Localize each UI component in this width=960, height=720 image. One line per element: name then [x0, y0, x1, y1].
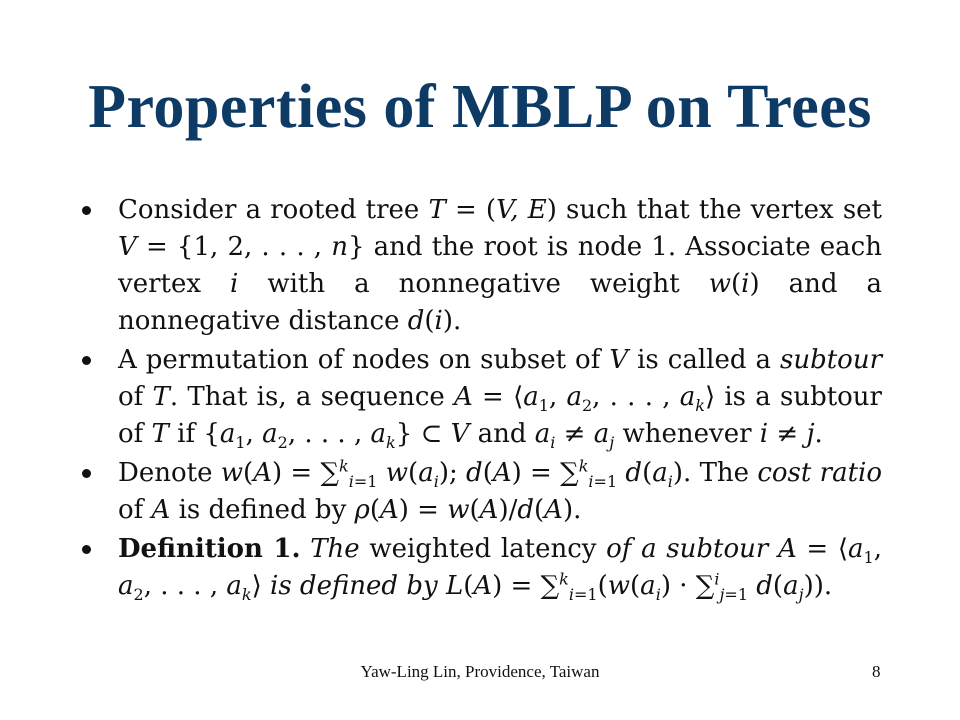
bullet-text: Denote w(A) = ∑$^k_{i=1}$ $w(a_i)$; d(A) = ∑$^k_{i=1}$ $d(a_i)$. The cost ratio of A is defined by ρ(A) = w(A)/d(A). — [118, 456, 882, 525]
bullet-dot-icon — [82, 469, 91, 478]
slide-footer: Yaw-Ling Lin, Providence, Taiwan — [360, 662, 600, 681]
bullet-text: Definition 1. The weighted latency of a subtour $A = ⟨a_1$, $a_2$, . . . , $a_k⟩$ is defined by $L(A) = \sum^k_{i=1}(w(a_i) \cdot \sum^i_{j=1}$ $d(a_j)$). — [118, 534, 882, 605]
bullet-text: A permutation of nodes on subset of V is called a subtour of T. That is, a sequence $A = ⟨a_1$, $a_2$, . . . , $a_k⟩$ is a subtour of T if {$a_1$, $a_2$, . . . , $a_k$} ⊂ V and $a_i \ne a_j$ whenever i ≠ j. — [118, 345, 882, 453]
bullet-item-1 — [82, 192, 882, 340]
bullet-item-3 — [82, 455, 882, 529]
bullet-item-4 — [82, 531, 882, 605]
slide-content — [82, 192, 882, 607]
page-number: 8 — [872, 662, 881, 681]
bullet-dot-icon — [82, 356, 91, 365]
bullet-item-2 — [82, 342, 882, 453]
bullet-text: Consider a rooted tree T = (V, E) such that the vertex set V = {1, 2, . . . , n} and the root is node 1. Associate each vertex i with a nonnegative weight w(i) and a nonnegative distance d(i). — [118, 195, 882, 336]
bullet-dot-icon — [82, 545, 91, 554]
slide-title: Properties of MBLP on Trees — [88, 73, 872, 141]
bullet-dot-icon — [82, 206, 91, 215]
